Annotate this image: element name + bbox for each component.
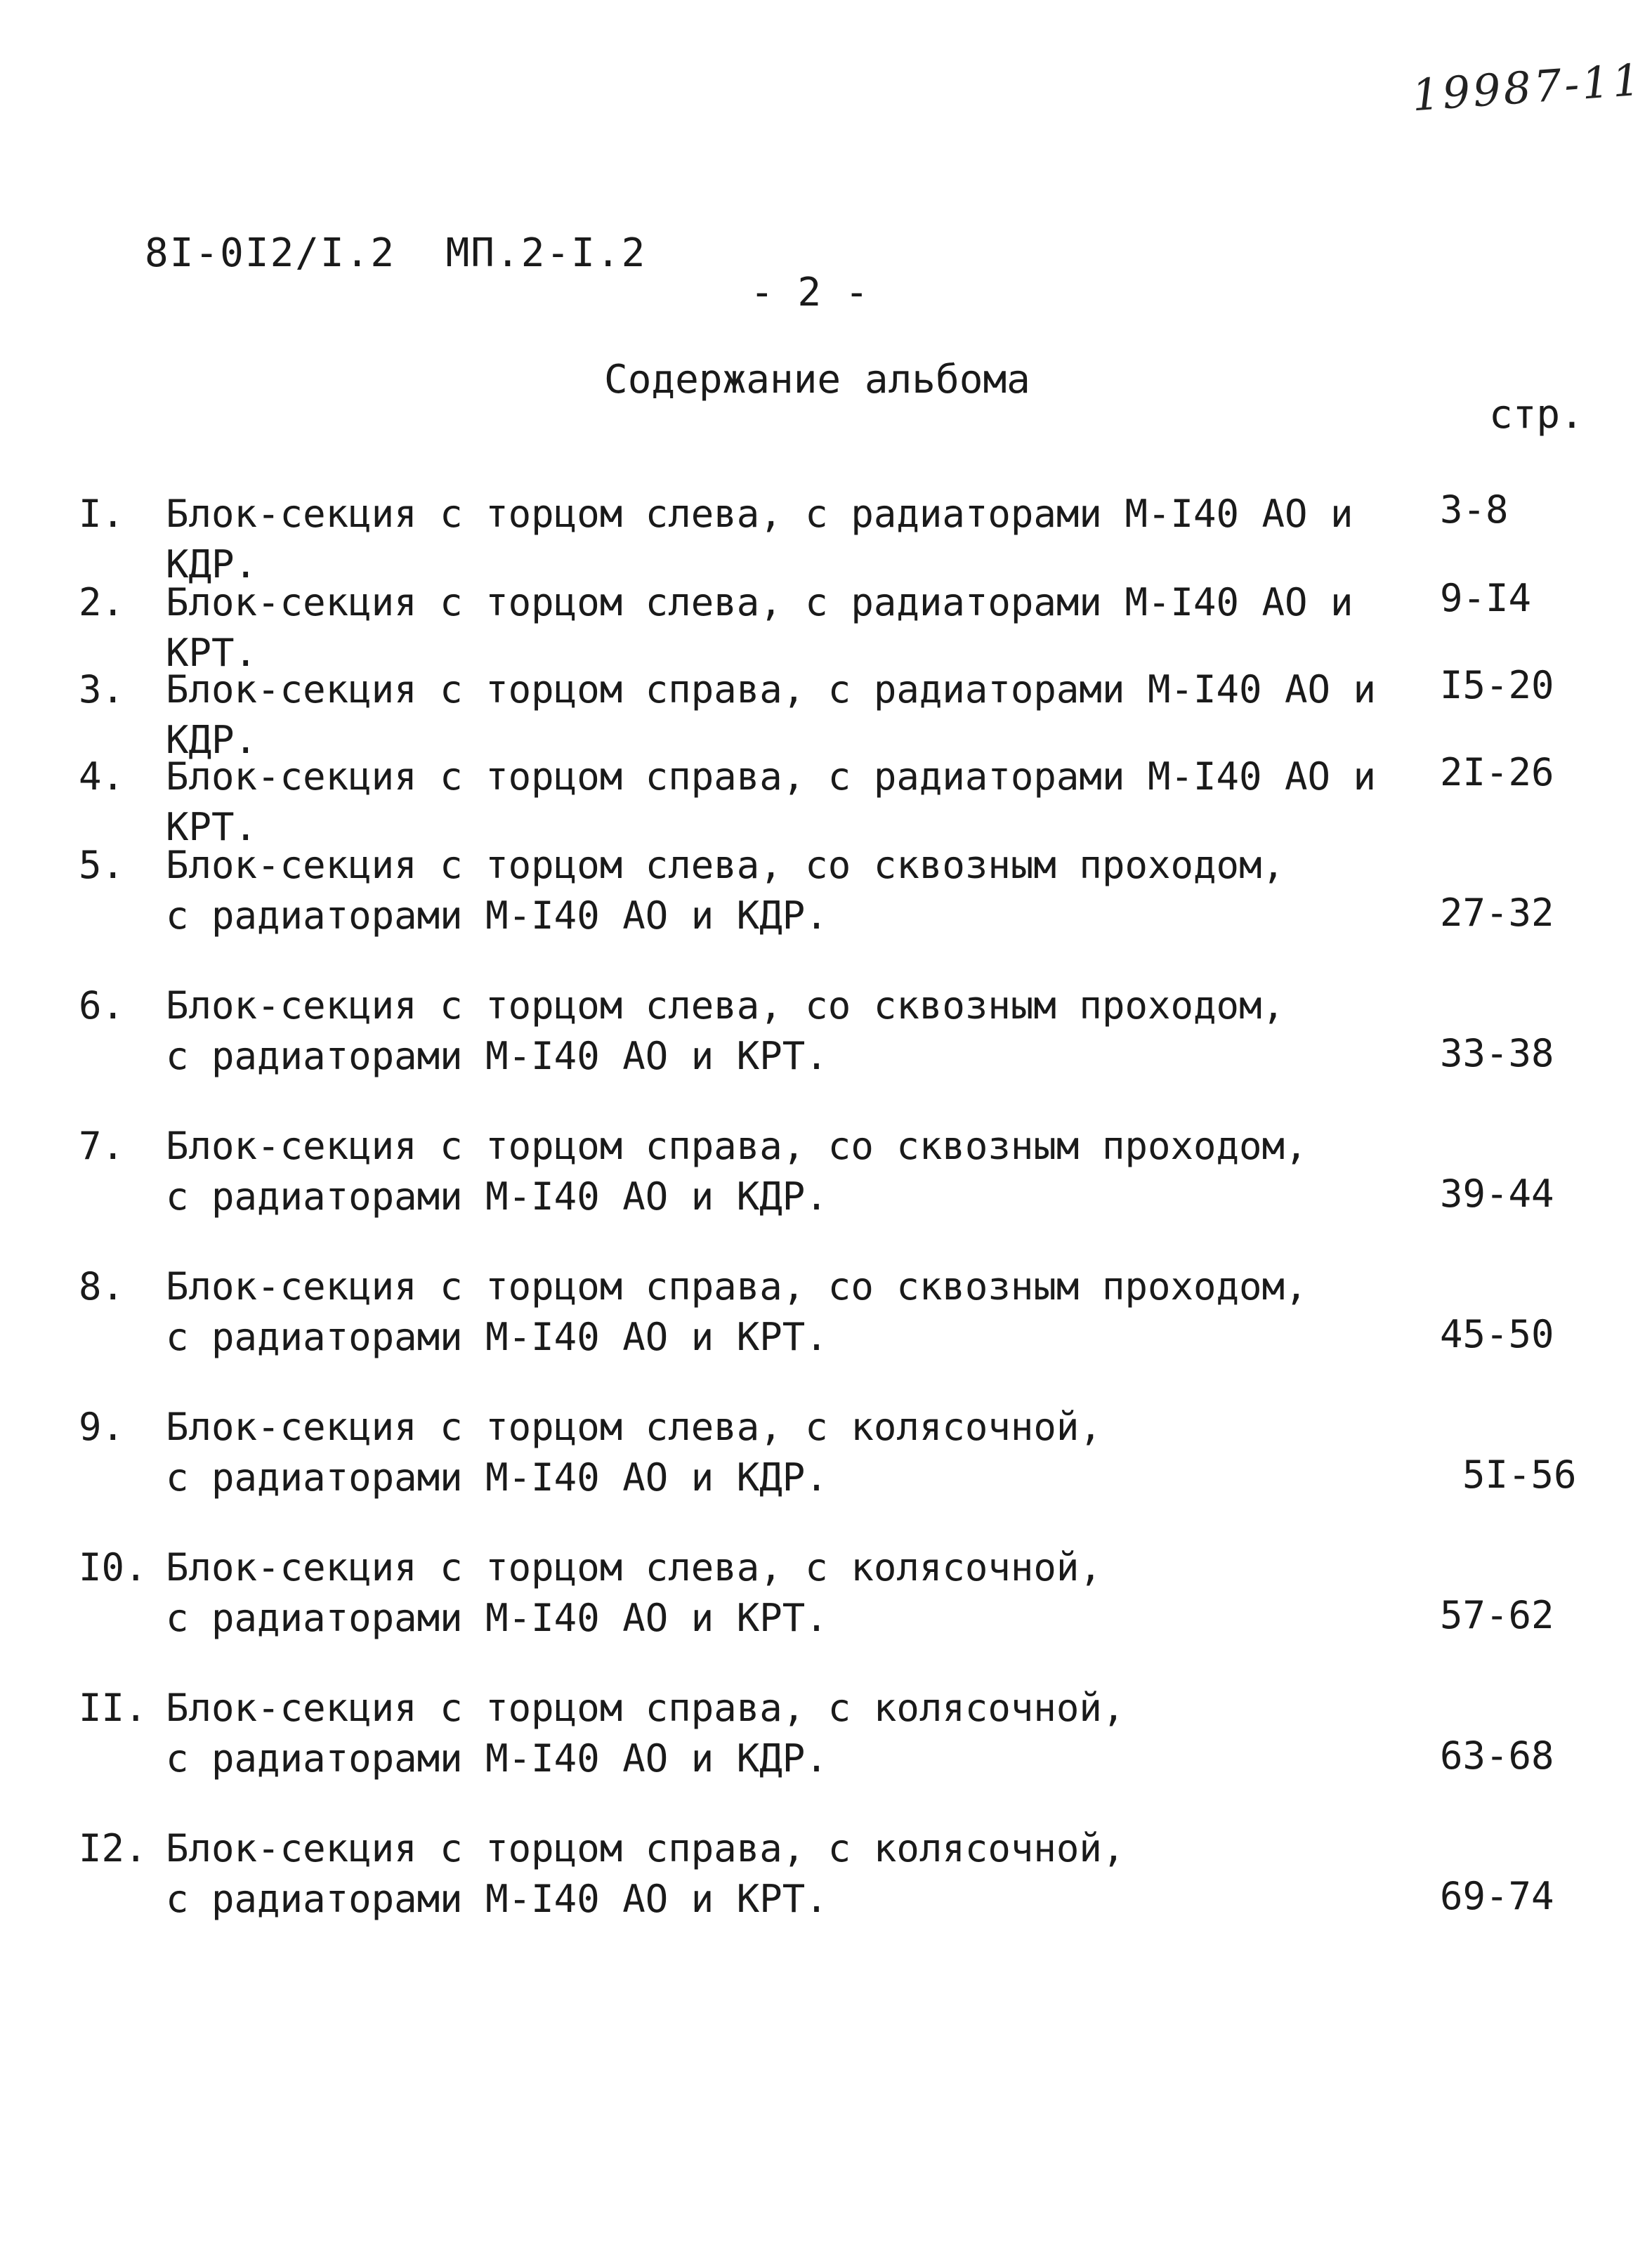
toc-item-title: Блок-секция с торцом слева, с колясочной, с радиаторами М-I40 АО и КДР. [166, 1405, 1102, 1500]
toc-item-number: 7. [79, 1124, 125, 1168]
toc-item-pages: 69-74 [1440, 1874, 1554, 1918]
toc-item-pages: 3-8 [1440, 487, 1509, 532]
toc-item-number: 9. [79, 1405, 125, 1449]
toc-item-title: Блок-секция с торцом слева, с радиаторами М-I40 АО и КРТ. [166, 580, 1353, 675]
toc-item-title: Блок-секция с торцом слева, со сквозным проходом, с радиаторами М-I40 АО и КРТ. [166, 983, 1285, 1078]
toc-item-pages: 5I-56 [1462, 1453, 1577, 1497]
toc-item-number: I2. [79, 1826, 148, 1870]
page-number: - 2 - [750, 270, 869, 315]
document-code: 8I-0I2/I.2 МП.2-I.2 [145, 230, 647, 276]
toc-item-number: 4. [79, 754, 125, 799]
toc-item-number: 2. [79, 580, 125, 624]
toc-item-number: I. [79, 492, 125, 536]
toc-item-pages: 9-I4 [1440, 576, 1532, 620]
toc-item-title: Блок-секция с торцом справа, с радиаторами М-I40 АО и КРТ. [166, 754, 1377, 849]
toc-item-number: 6. [79, 983, 125, 1028]
toc-item-number: 3. [79, 667, 125, 712]
contents-title: Содержание альбома [604, 357, 1030, 402]
toc-item-pages: 33-38 [1440, 1031, 1554, 1075]
toc-item-title: Блок-секция с торцом справа, со сквозным проходом, с радиаторами М-I40 АО и КРТ. [166, 1264, 1308, 1359]
toc-item-title: Блок-секция с торцом справа, с радиаторами М-I40 АО и КДР. [166, 667, 1377, 762]
toc-item-pages: 57-62 [1440, 1593, 1554, 1637]
toc-item-title: Блок-секция с торцом справа, с колясочной, с радиаторами М-I40 АО и КДР. [166, 1686, 1125, 1781]
toc-item-pages: 2I-26 [1440, 750, 1554, 794]
toc-item-title: Блок-секция с торцом слева, со сквозным проходом, с радиаторами М-I40 АО и КДР. [166, 843, 1285, 938]
toc-item-pages: 27-32 [1440, 891, 1554, 935]
toc-item-number: 5. [79, 843, 125, 887]
toc-item-title: Блок-секция с торцом справа, с колясочной, с радиаторами М-I40 АО и КРТ. [166, 1826, 1125, 1921]
toc-item-title: Блок-секция с торцом слева, с колясочной, с радиаторами М-I40 АО и КРТ. [166, 1545, 1102, 1640]
handwritten-note: 19987-11 [1410, 53, 1645, 122]
toc-item-number: II. [79, 1686, 148, 1730]
toc-item-pages: 45-50 [1440, 1312, 1554, 1356]
toc-item-title: Блок-секция с торцом слева, с радиаторами М-I40 АО и КДР. [166, 492, 1353, 586]
pages-column-header: стр. [1489, 392, 1584, 438]
toc-item-pages: 63-68 [1440, 1734, 1554, 1778]
toc-item-number: 8. [79, 1264, 125, 1309]
toc-item-number: I0. [79, 1545, 148, 1590]
toc-item-pages: I5-20 [1440, 663, 1554, 707]
toc-item-pages: 39-44 [1440, 1172, 1554, 1216]
toc-item-title: Блок-секция с торцом справа, со сквозным проходом, с радиаторами М-I40 АО и КДР. [166, 1124, 1308, 1219]
